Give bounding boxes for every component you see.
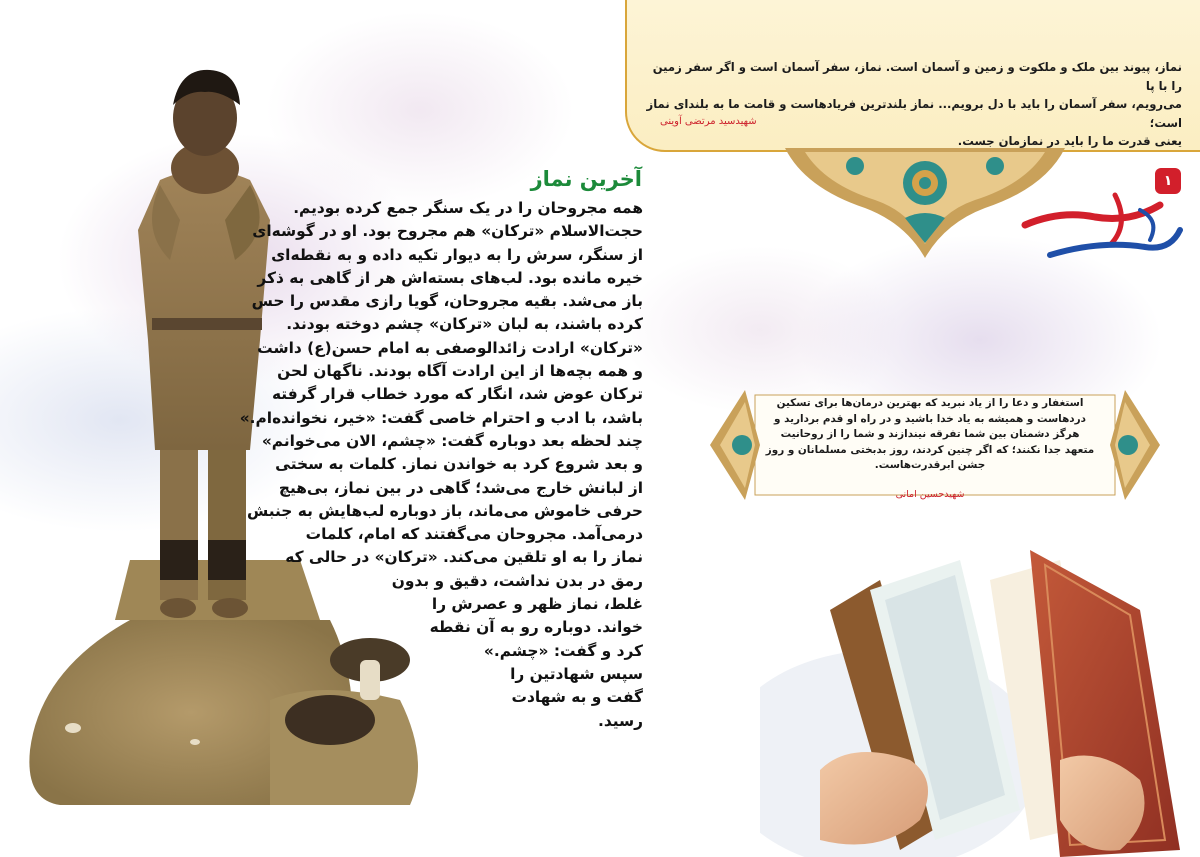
story-line: نماز را به او تلقین می‌کند. «ترکان» در حالی که — [285, 548, 643, 567]
story-line: خیره مانده بود. لب‌های بسته‌اش هر از گاهی به ذکر — [257, 268, 643, 287]
top-quote-line: می‌رویم، سفر آسمان را باید با دل برویم... نماز بلندترین فریادهاست و قامت ما به بلندای نماز است؛ — [646, 97, 1182, 130]
story-line: ترکان عوض شد، انگار که مورد خطاب قرار گرفته — [271, 385, 643, 404]
story-line: درمی‌آمد. مجروحان می‌گفتند که امام، کلمات — [305, 525, 643, 544]
story-line: رسید. — [597, 711, 643, 730]
story-line: چند لحظه بعد دوباره گفت: «چشم، الان می‌خوانم» — [261, 431, 643, 450]
story-line: کرد و گفت: «چشم.» — [483, 641, 643, 660]
story-line: رمق در بدن نداشت، دقیق و بدون — [391, 571, 643, 590]
story-line: و بعد شروع کرد به خواندن نماز. کلمات به سختی — [275, 455, 643, 474]
top-quote-author: شهیدسید مرتضی آوینی — [660, 116, 757, 127]
story-line: گفت و به شهادت — [511, 688, 643, 707]
page-number-badge: ۱ — [1155, 168, 1181, 194]
story-line: از سنگر، سرش را به دیوار تکیه داده و به نقطه‌ای — [271, 245, 643, 264]
story-line: باز می‌شد. بقیه مجروحان، گویا رازی مقدس را حس — [251, 292, 643, 311]
top-quote-text — [642, 58, 1182, 151]
story-line: غلط، نماز ظهر و عصرش را — [431, 595, 643, 614]
story-line: از لبانش خارج می‌شد؛ گاهی در بین نماز، بی‌هیچ — [278, 478, 643, 497]
hands-holding-quran — [760, 520, 1200, 857]
top-quote-line: یعنی قدرت ما را باید در نمازمان جست. — [957, 134, 1182, 148]
story-line: کرده باشند، به لبان «ترکان» چشم دوخته بودند. — [286, 315, 643, 334]
story-line: همه مجروحان را در یک سنگر جمع کرده بودیم. — [293, 199, 643, 217]
top-quote-line: نماز، پیوند بین ملک و ملکوت و زمین و آسمان است. نماز، سفر آسمان است و اگر سفر زمین را با پا — [652, 60, 1182, 93]
story-line: و همه بچه‌ها از این ارادت آگاه بودند. ناگهان لحن — [277, 362, 643, 381]
story-line: حرفی خاموش می‌ماند، باز دوباره لب‌هایش به جنبش — [246, 501, 643, 520]
mid-quote-author: شهیدحسین امانی — [895, 489, 965, 500]
magazine-logo — [1020, 185, 1185, 265]
story-line: باشد، با ادب و احترام خاصی گفت: «خیر، نخوانده‌ام.» — [239, 408, 643, 427]
story-line: خواند. دوباره رو به آن نقطه — [429, 618, 643, 637]
story-line: سپس شهادتین را — [510, 664, 643, 683]
story-body — [240, 197, 643, 733]
story-line: حجت‌الاسلام «ترکان» هم مجروح بود. او در گوشه‌ای — [252, 222, 643, 241]
story-title: آخرین نماز — [530, 167, 642, 191]
mid-quote-text: استغفار و دعا را از یاد نبرید که بهترین درمان‌ها برای تسکین دردهاست و همیشه به یاد خدا باشید و در راه او قدم بردارید و هرگز دشمنان بین شما تفرقه نیندازند و شما را از روحانیت متعهد جدا نکنند؛ که اگر چنین کردند، روز بدبختی مسلمانان و روز جشن ابرقدرت‌هاست. — [765, 397, 1095, 472]
story-line: «ترکان» ارادت زائدالوصفی به امام حسن(ع) داشت — [257, 338, 643, 357]
